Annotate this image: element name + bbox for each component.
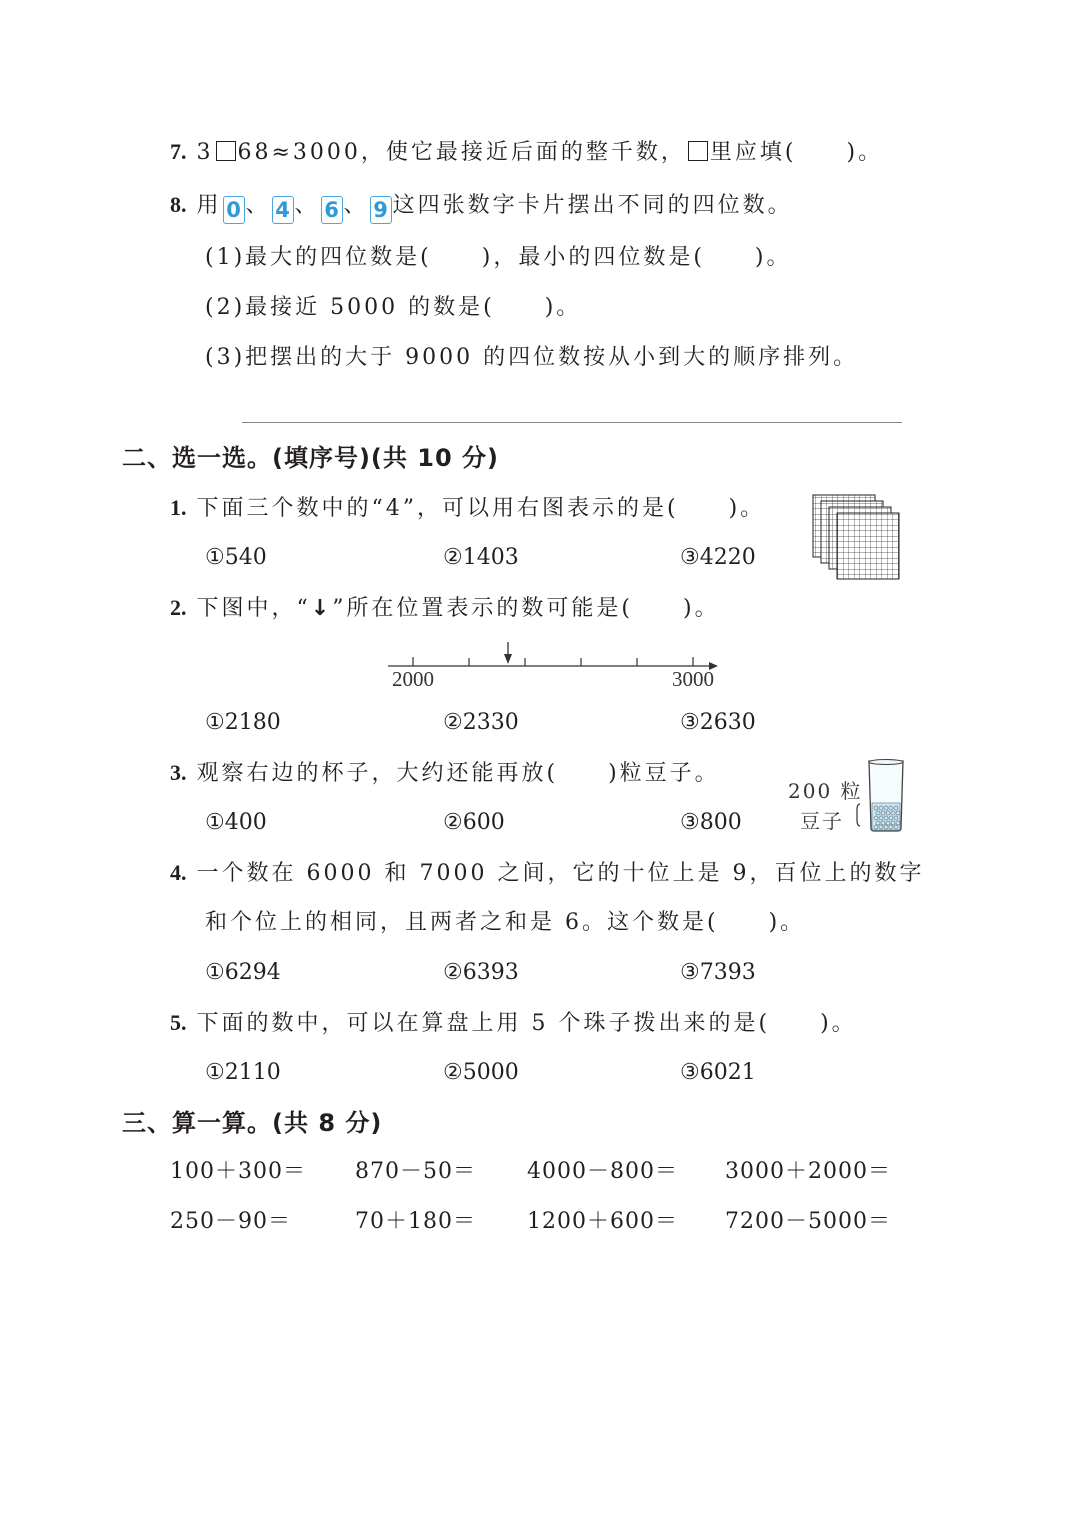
- option-1: ①540: [205, 545, 267, 570]
- option-2: ②6393: [443, 960, 519, 985]
- s2-question-2: [170, 593, 720, 624]
- number-line: [385, 640, 730, 696]
- option-2: ②2330: [443, 710, 519, 735]
- option-3: ③7393: [680, 960, 756, 985]
- question-text-part: 里应填( )。: [709, 140, 884, 165]
- calc-item: 4000－800＝: [527, 1159, 678, 1184]
- brace-icon: [857, 804, 860, 826]
- digit-card: 9: [370, 196, 392, 224]
- question-number: 8.: [170, 192, 187, 217]
- option-1: ①400: [205, 810, 267, 835]
- position-arrowhead: [504, 654, 512, 664]
- calc-item: 870－50＝: [355, 1159, 476, 1184]
- separator: 、: [343, 193, 369, 218]
- calc-item: 250－90＝: [170, 1209, 291, 1234]
- digit-card: 4: [272, 196, 294, 224]
- question-8-sub-3: (3)把摆出的大于 9000 的四位数按从小到大的顺序排列。: [205, 345, 859, 370]
- blank-square-icon: [688, 141, 708, 161]
- question-number: 5.: [170, 1010, 187, 1035]
- question-text-part: 下图中，“: [196, 596, 311, 621]
- question-number: 1.: [170, 495, 187, 520]
- question-text-line-2: 和个位上的相同，且两者之和是 6。这个数是( )。: [205, 910, 806, 935]
- option-1: ①2110: [205, 1060, 281, 1085]
- calc-item: 3000＋2000＝: [725, 1159, 891, 1184]
- question-number: 4.: [170, 860, 187, 885]
- question-text-part: 用: [196, 193, 222, 218]
- axis-label-3000: 3000: [672, 667, 714, 691]
- option-1: ①6294: [205, 960, 281, 985]
- question-number: 7.: [170, 139, 187, 164]
- option-2: ②1403: [443, 545, 519, 570]
- digit-card: 0: [223, 196, 245, 224]
- cup-label-count: 200 粒: [788, 779, 863, 803]
- separator: 、: [245, 193, 271, 218]
- question-8-sub-2: (2)最接近 5000 的数是( )。: [205, 295, 582, 320]
- option-2: ②600: [443, 810, 505, 835]
- option-3: ③6021: [680, 1060, 756, 1085]
- axis-label-2000: 2000: [392, 667, 434, 691]
- digit-card: 6: [321, 196, 343, 224]
- cup-icon: [856, 758, 908, 834]
- section-3-title: 三、算一算。(共 8 分): [122, 1109, 383, 1137]
- option-3: ③2630: [680, 710, 756, 735]
- question-8: [170, 190, 793, 224]
- option-1: ①2180: [205, 710, 281, 735]
- question-number: 2.: [170, 595, 187, 620]
- calc-item: 7200－5000＝: [725, 1209, 891, 1234]
- section-2-title: 二、选一选。(填序号)(共 10 分): [122, 444, 499, 472]
- blank-square-icon: [216, 141, 236, 161]
- s2-question-1: [170, 493, 765, 524]
- cup-label-beans: 豆子: [800, 809, 844, 833]
- option-3: ③4220: [680, 545, 756, 570]
- calc-item: 100＋300＝: [170, 1159, 306, 1184]
- question-text-part: 3: [196, 140, 214, 165]
- question-text: 下面的数中，可以在算盘上用 5 个珠子拨出来的是( )。: [196, 1011, 857, 1036]
- thousand-cubes-icon: [810, 492, 906, 582]
- arrow-down-icon: ↓: [310, 596, 333, 621]
- separator: 、: [294, 193, 320, 218]
- calc-item: 1200＋600＝: [527, 1209, 678, 1234]
- question-7: [170, 137, 883, 168]
- question-text-line-1: 一个数在 6000 和 7000 之间，它的十位上是 9，百位上的数字: [196, 861, 925, 886]
- question-text-part: 这四张数字卡片摆出不同的四位数。: [392, 193, 793, 218]
- question-number: 3.: [170, 760, 187, 785]
- section-divider: [242, 422, 902, 423]
- question-text: 下面三个数中的“4”，可以用右图表示的是( )。: [196, 496, 766, 521]
- s2-question-3: [170, 758, 720, 789]
- s2-question-4: [170, 858, 924, 889]
- question-text: 观察右边的杯子，大约还能再放( )粒豆子。: [196, 761, 720, 786]
- s2-question-5: [170, 1008, 857, 1039]
- question-8-sub-1: (1)最大的四位数是( )，最小的四位数是( )。: [205, 245, 792, 270]
- calc-item: 70＋180＝: [355, 1209, 476, 1234]
- question-text-part: ”所在位置表示的数可能是( )。: [332, 596, 720, 621]
- option-3: ③800: [680, 810, 742, 835]
- option-2: ②5000: [443, 1060, 519, 1085]
- question-text-part: 68≈3000，使它最接近后面的整千数，: [237, 140, 686, 165]
